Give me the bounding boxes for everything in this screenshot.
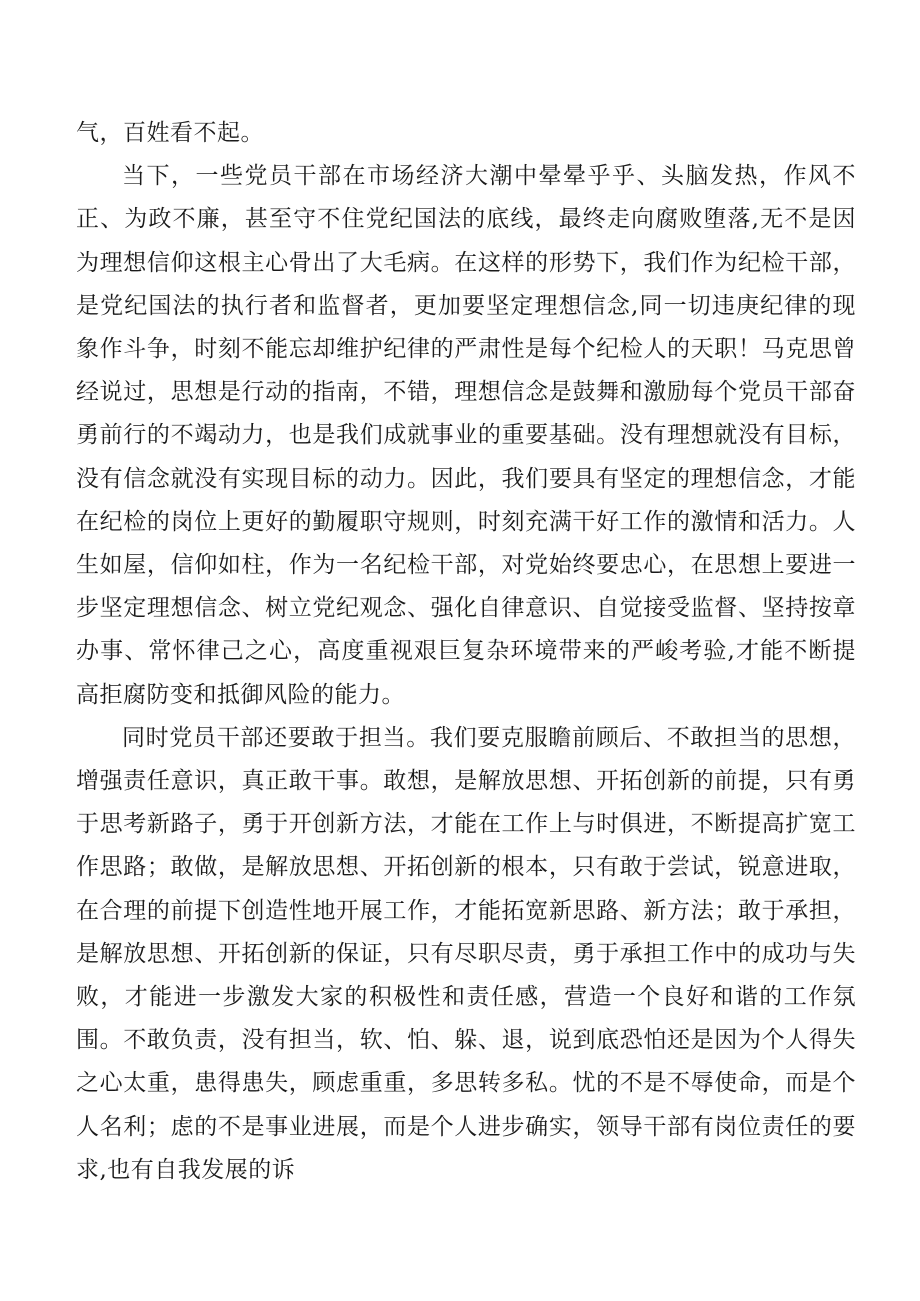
document-body bbox=[76, 112, 856, 1192]
paragraph-responsibility: 同时党员干部还要敢于担当。我们要克服瞻前顾后、不敢担当的思想，增强责任意识，真正敢干事。敢想，是解放思想、开拓创新的前提，只有勇于思考新路子，勇于开创新方法，才能在工作上与时俱进，不断提高扩宽工作思路；敢做，是解放思想、开拓创新的根本，只有敢于尝试，锐意进取，在合理的前提下创造性地开展工作，才能拓宽新思路、新方法；敢于承担，是解放思想、开拓创新的保证，只有尽职尽责，勇于承担工作中的成功与失败，才能进一步激发大家的积极性和责任感，营造一个良好和谐的工作氛围。不敢负责，没有担当，软、怕、躲、退，说到底恐怕还是因为个人得失之心太重，患得患失，顾虑重重，多思转多私。忧的不是不辱使命，而是个人名利；虑的不是事业进展，而是个人进步确实，领导干部有岗位责任的要求,也有自我发展的诉 bbox=[76, 724, 856, 1183]
paragraph-continuation: 气，百姓看不起。 bbox=[76, 120, 264, 146]
paragraph-ideals: 当下，一些党员干部在市场经济大潮中晕晕乎乎、头脑发热，作风不正、为政不廉，甚至守不住党纪国法的底线，最终走向腐败堕落,无不是因为理想信仰这根主心骨出了大毛病。在这样的形势下，我们作为纪检干部，是党纪国法的执行者和监督者，更加要坚定理想信念,同一切违庚纪律的现象作斗争，时刻不能忘却维护纪律的严肃性是每个纪检人的天职！马克思曾经说过，思想是行动的指南，不错，理想信念是鼓舞和激励每个党员干部奋勇前行的不竭动力，也是我们成就事业的重要基础。没有理想就没有目标，没有信念就没有实现目标的动力。因此，我们要具有坚定的理想信念，才能在纪检的岗位上更好的勤履职守规则，时刻充满干好工作的激情和活力。人生如屋，信仰如柱，作为一名纪检干部，对党始终要忠心，在思想上要进一步坚定理想信念、树立党纪观念、强化自律意识、自觉接受监督、坚持按章办事、常怀律己之心，高度重视艰巨复杂环境带来的严峻考验,才能不断提高拒腐防变和抵御风险的能力。 bbox=[76, 163, 856, 708]
